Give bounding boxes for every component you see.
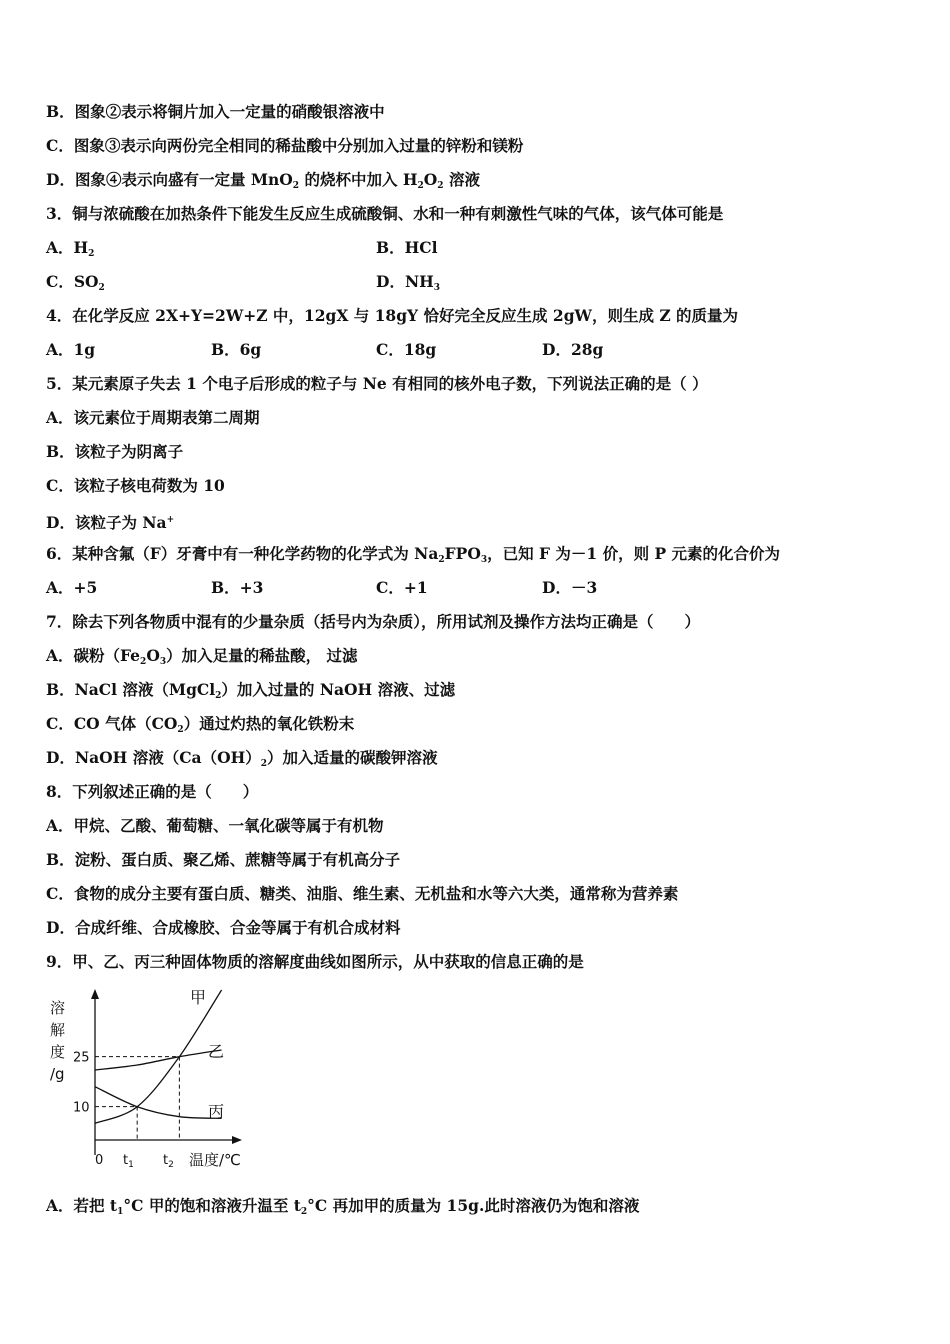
q7-option-c: C．CO 气体$(CO_2)$通过灼热的氧化铁粉末 xyxy=(46,714,355,735)
q6-option-c: C．+1 xyxy=(376,578,428,597)
q7-option-a: A．碳粉$(Fe_2O_3)$加入足量的稀盐酸， 过滤 xyxy=(46,646,358,667)
q2-option-c: C．图象③表示向两份完全相同的稀盐酸中分别加入过量的锌粉和镁粉 xyxy=(46,136,524,155)
label-jia: 甲 xyxy=(190,988,207,1007)
q8-option-a: A．甲烷、乙酸、葡萄糖、一氧化碳等属于有机物 xyxy=(46,816,384,835)
curve-bing xyxy=(95,1087,225,1121)
x-axis-arrow xyxy=(232,1136,242,1144)
q7-option-d: D．NaOH 溶液$(Ca(OH)_2)$加入适量的碳酸钾溶液 xyxy=(46,748,438,769)
ylabel-char-1: 溶 xyxy=(50,999,66,1017)
q2-option-b: B．图象②表示将铜片加入一定量的硝酸银溶液中 xyxy=(46,102,385,121)
label-bing: 丙 xyxy=(208,1102,225,1121)
xtick-t1: $t_1$ xyxy=(123,1153,134,1170)
q5-option-a: A．该元素位于周期表第二周期 xyxy=(46,408,260,427)
ylabel-char-3: 度 xyxy=(50,1043,66,1061)
q6-stem: 6．某种含氟（F）牙膏中有一种化学药物的化学式为 $Na_2FPO_3$，已知 F 为－1 价，则 P 元素的化合价为 xyxy=(46,544,781,565)
q8-option-d: D．合成纤维、合成橡胶、合金等属于有机合成材料 xyxy=(46,918,401,937)
y-axis-arrow xyxy=(91,989,99,999)
curve-yi xyxy=(95,1050,222,1070)
ytick-10: 10 xyxy=(73,1100,90,1116)
q5-option-c: C．该粒子核电荷数为 10 xyxy=(46,476,225,495)
xlabel: 温度/℃ xyxy=(189,1151,241,1169)
q4-option-a: A．1g xyxy=(46,340,96,359)
q3-option-a: A．$H_2$ xyxy=(46,238,95,259)
origin-label: 0 xyxy=(95,1153,104,1168)
q3-option-b: B．HCl xyxy=(376,238,438,257)
q3-stem: 3．铜与浓硫酸在加热条件下能发生反应生成硫酸铜、水和一种有刺激性气味的气体，该气体可能是 xyxy=(46,204,724,223)
q9-stem: 9．甲、乙、丙三种固体物质的溶解度曲线如图所示，从中获取的信息正确的是 xyxy=(46,952,584,971)
ylabel-char-2: 解 xyxy=(50,1021,66,1039)
q8-option-c: C．食物的成分主要有蛋白质、糖类、油脂、维生素、无机盐和水等六大类，通常称为营养素 xyxy=(46,884,679,903)
q5-stem: 5．某元素原子失去 1 个电子后形成的粒子与 Ne 有相同的核外电子数，下列说法正确的是（ ） xyxy=(46,374,708,393)
q7-option-b: B．NaCl 溶液（MgCl$_2$）加入过量的 NaOH 溶液、过滤 xyxy=(46,680,456,701)
q6-option-d: D．－3 xyxy=(542,578,598,597)
q3-option-d: D．$NH_3$ xyxy=(376,272,441,293)
q9-option-a: A．若把 $t_1^\circ C$ 甲的饱和溶液升温至 $t_2^\circ C$ 再加甲的质量为 15g.此时溶液仍为饱和溶液 xyxy=(46,1196,640,1217)
q8-stem: 8．下列叙述正确的是（ ） xyxy=(46,782,259,801)
label-yi: 乙 xyxy=(208,1042,225,1061)
xtick-t2: $t_2$ xyxy=(163,1153,174,1170)
ylabel-char-4: /g xyxy=(50,1065,65,1083)
q2-option-d: D．图象④表示向盛有一定量 MnO$_2$ 的烧杯中加入 $H_2O_2$ 溶液 xyxy=(46,170,480,191)
q4-stem: 4．在化学反应 2X+Y=2W+Z 中，12gX 与 18gY 恰好完全反应生成 2gW，则生成 Z 的质量为 xyxy=(46,306,739,325)
q8-option-b: B．淀粉、蛋白质、聚乙烯、蔗糖等属于有机高分子 xyxy=(46,850,401,869)
q7-stem: 7．除去下列各物质中混有的少量杂质（括号内为杂质），所用试剂及操作方法均正确是（ ） xyxy=(46,612,701,631)
q6-option-b: B．+3 xyxy=(211,578,264,597)
q4-option-d: D．28g xyxy=(542,340,604,359)
ytick-25: 25 xyxy=(73,1050,90,1066)
q5-option-b: B．该粒子为阴离子 xyxy=(46,442,184,461)
q4-option-b: B．6g xyxy=(211,340,262,359)
solubility-chart xyxy=(42,985,262,1175)
q4-option-c: C．18g xyxy=(376,340,437,359)
q3-option-c: C．$SO_2$ xyxy=(46,272,105,293)
q5-option-d: D．该粒子为 Na+ xyxy=(46,513,175,532)
q6-option-a: A．+5 xyxy=(46,578,98,597)
